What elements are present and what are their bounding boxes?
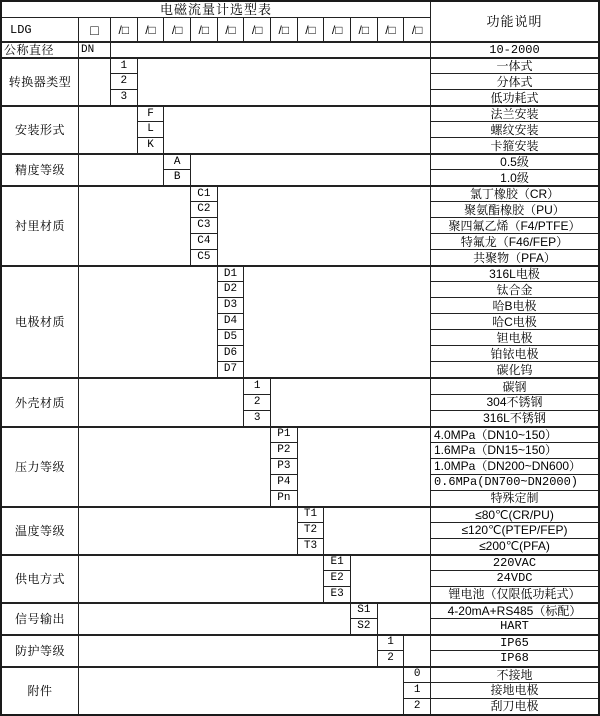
model-code-slot: /□ xyxy=(110,17,137,41)
option-description: 铂铱电极 xyxy=(430,345,598,361)
option-code: D7 xyxy=(217,361,244,377)
option-description: 1.6MPa（DN15~150） xyxy=(430,442,598,458)
model-code-slot: /□ xyxy=(403,17,430,41)
option-code: C1 xyxy=(190,185,217,201)
option-code: 2 xyxy=(243,394,270,410)
option-description: 氯丁橡胶（CR） xyxy=(430,185,598,201)
spacer-cell xyxy=(78,634,377,666)
spacer-cell xyxy=(297,426,430,506)
spacer-cell xyxy=(78,105,137,153)
option-description: 共聚物（PFA） xyxy=(430,249,598,265)
spacer-cell xyxy=(163,105,430,153)
option-description: 一体式 xyxy=(430,57,598,73)
category-label: 电极材质 xyxy=(2,265,78,377)
spacer-cell xyxy=(377,602,430,634)
option-description: 316L不锈钢 xyxy=(430,410,598,426)
category-label: 衬里材质 xyxy=(2,185,78,265)
category-label: 精度等级 xyxy=(2,153,78,185)
spacer-cell xyxy=(78,426,270,506)
option-description: 特氟龙（F46/FEP） xyxy=(430,233,598,249)
model-code-slot: /□ xyxy=(270,17,297,41)
table-title: 电磁流量计选型表 xyxy=(159,2,272,17)
option-code: P4 xyxy=(270,474,297,490)
spacer-cell xyxy=(137,57,430,105)
option-description: 法兰安装 xyxy=(430,105,598,121)
category-label: 供电方式 xyxy=(2,554,78,602)
option-code: C2 xyxy=(190,201,217,217)
option-description: 锂电池（仅限低功耗式） xyxy=(430,586,598,602)
model-code-ldg: LDG xyxy=(2,17,78,41)
option-code: D1 xyxy=(217,265,244,281)
option-description: HART xyxy=(430,618,598,634)
model-code-slot: /□ xyxy=(137,17,164,41)
spacer-cell xyxy=(217,185,430,265)
spacer-cell xyxy=(350,554,430,602)
model-code-slot: /□ xyxy=(297,17,324,41)
option-code: T3 xyxy=(297,538,324,554)
option-code: C5 xyxy=(190,249,217,265)
option-description: 220VAC xyxy=(430,554,598,570)
option-description: 卡箍安装 xyxy=(430,137,598,153)
option-code: T2 xyxy=(297,522,324,538)
option-code: 0 xyxy=(403,666,430,682)
option-description: 1.0级 xyxy=(430,169,598,185)
option-description: 分体式 xyxy=(430,73,598,89)
option-code: S2 xyxy=(350,618,377,634)
option-code: D4 xyxy=(217,313,244,329)
option-code: D3 xyxy=(217,297,244,313)
option-description: 碳化钨 xyxy=(430,361,598,377)
category-label: 公称直径 xyxy=(2,41,78,57)
model-code-slot: /□ xyxy=(217,17,244,41)
option-code: B xyxy=(163,169,190,185)
spacer-cell xyxy=(243,265,430,377)
spacer-cell xyxy=(78,265,217,377)
category-label: 信号输出 xyxy=(2,602,78,634)
option-code: C3 xyxy=(190,217,217,233)
option-code: S1 xyxy=(350,602,377,618)
model-code-slot: /□ xyxy=(163,17,190,41)
option-description: 哈B电极 xyxy=(430,297,598,313)
option-code: F xyxy=(137,105,164,121)
option-code: K xyxy=(137,137,164,153)
option-description: 聚氨酯橡胶（PU） xyxy=(430,201,598,217)
option-description: ≤120℃(PTEP/FEP) xyxy=(430,522,598,538)
category-label: 防护等级 xyxy=(2,634,78,666)
option-code: 1 xyxy=(243,377,270,393)
option-description: 聚四氟乙烯（F4/PTFE） xyxy=(430,217,598,233)
option-code: DN xyxy=(78,41,110,57)
spacer-cell xyxy=(78,153,163,185)
option-code: T1 xyxy=(297,506,324,522)
option-code: P1 xyxy=(270,426,297,442)
category-label: 附件 xyxy=(2,666,78,714)
option-description: 碳钢 xyxy=(430,377,598,393)
option-description: 10-2000 xyxy=(430,41,598,57)
category-label: 压力等级 xyxy=(2,426,78,506)
option-description: 不接地 xyxy=(430,666,598,682)
option-code: 3 xyxy=(110,89,137,105)
option-code: P3 xyxy=(270,458,297,474)
spacer-cell xyxy=(190,153,430,185)
option-description: 4.0MPa（DN10~150） xyxy=(430,426,598,442)
option-code: 1 xyxy=(377,634,404,650)
category-label: 转换器类型 xyxy=(2,57,78,105)
model-code-slot: /□ xyxy=(190,17,217,41)
function-column-header: 功能说明 xyxy=(430,2,598,41)
model-code-slot: /□ xyxy=(323,17,350,41)
option-description: 刮刀电极 xyxy=(430,698,598,714)
option-code: A xyxy=(163,153,190,169)
option-description: 钽电极 xyxy=(430,329,598,345)
model-code-box: □ xyxy=(78,17,110,41)
option-code: E3 xyxy=(323,586,350,602)
spacer-cell xyxy=(270,377,430,425)
option-code: P2 xyxy=(270,442,297,458)
option-description: 24VDC xyxy=(430,570,598,586)
spacer-cell xyxy=(78,554,323,602)
option-code: 2 xyxy=(110,73,137,89)
option-code: D2 xyxy=(217,281,244,297)
option-description: IP65 xyxy=(430,634,598,650)
option-description: IP68 xyxy=(430,650,598,666)
option-description: 4-20mA+RS485（标配） xyxy=(430,602,598,618)
option-description: 特殊定制 xyxy=(430,490,598,506)
option-code: 3 xyxy=(243,410,270,426)
option-code: Pn xyxy=(270,490,297,506)
option-code: E2 xyxy=(323,570,350,586)
option-code: 2 xyxy=(403,698,430,714)
model-code-slot: /□ xyxy=(350,17,377,41)
spacer-cell xyxy=(78,506,297,554)
option-description: 0.6MPa(DN700~DN2000) xyxy=(430,474,598,490)
option-code: E1 xyxy=(323,554,350,570)
option-description: ≤80℃(CR/PU) xyxy=(430,506,598,522)
option-code: 1 xyxy=(110,57,137,73)
spacer-cell xyxy=(323,506,430,554)
spacer-cell xyxy=(78,57,110,105)
option-description: 0.5级 xyxy=(430,153,598,169)
option-description: 304不锈钢 xyxy=(430,394,598,410)
spacer-cell xyxy=(78,602,350,634)
model-code-slot: /□ xyxy=(377,17,404,41)
option-description: 1.0MPa（DN200~DN600） xyxy=(430,458,598,474)
category-label: 安装形式 xyxy=(2,105,78,153)
option-description: 316L电极 xyxy=(430,265,598,281)
option-code: L xyxy=(137,121,164,137)
spacer-cell xyxy=(78,377,243,425)
option-code: 1 xyxy=(403,682,430,698)
spacer-cell xyxy=(78,666,403,714)
option-code: D6 xyxy=(217,345,244,361)
option-description: 钛合金 xyxy=(430,281,598,297)
spacer-cell xyxy=(110,41,430,57)
option-description: 接地电极 xyxy=(430,682,598,698)
spacer-cell xyxy=(403,634,430,666)
spacer-cell xyxy=(78,185,190,265)
option-code: C4 xyxy=(190,233,217,249)
category-label: 温度等级 xyxy=(2,506,78,554)
category-label: 外壳材质 xyxy=(2,377,78,425)
model-code-slot: /□ xyxy=(243,17,270,41)
option-code: D5 xyxy=(217,329,244,345)
option-description: 低功耗式 xyxy=(430,89,598,105)
option-code: 2 xyxy=(377,650,404,666)
option-description: 螺纹安装 xyxy=(430,121,598,137)
option-description: ≤200℃(PFA) xyxy=(430,538,598,554)
option-description: 哈C电极 xyxy=(430,313,598,329)
